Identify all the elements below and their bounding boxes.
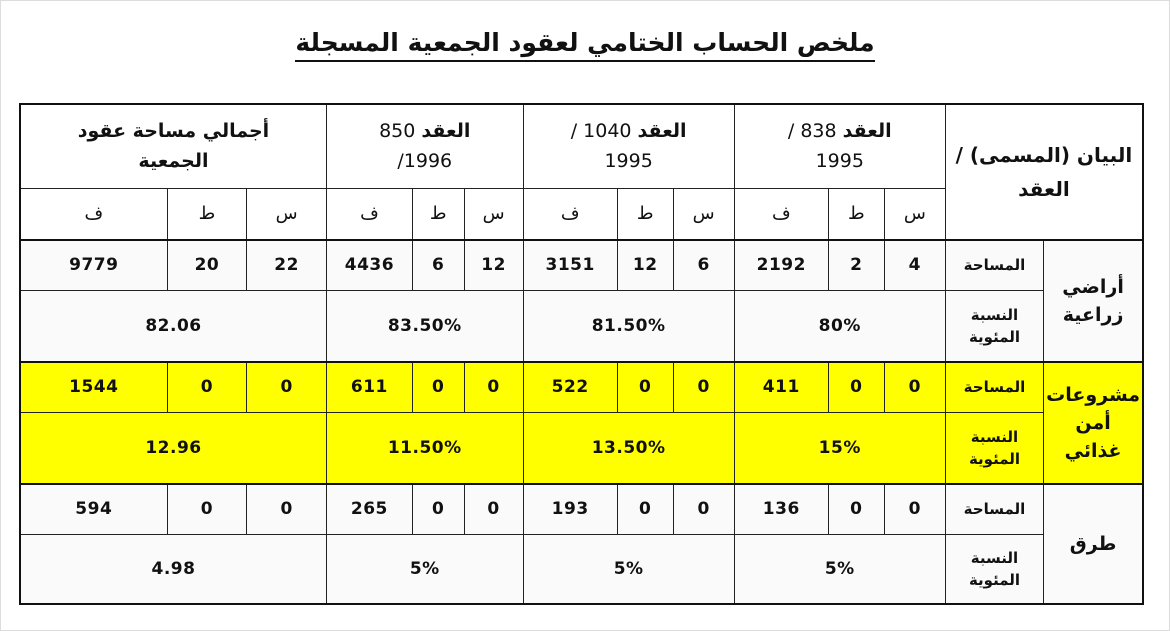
cell-value: 0	[884, 362, 945, 412]
cell-percent: 5%	[523, 534, 734, 604]
cell-percent: 5%	[326, 534, 523, 604]
row-label-percent: النسبة المئوية	[945, 290, 1043, 362]
unit-t: ط	[617, 188, 673, 240]
cell-value: 4	[884, 240, 945, 290]
cell-percent: 11.50%	[326, 412, 523, 484]
cell-value: 22	[247, 240, 327, 290]
header-contract-838: العقد 838 / 1995	[734, 104, 945, 188]
cell-value: 522	[523, 362, 617, 412]
cell-value: 0	[464, 362, 523, 412]
cell-value: 0	[617, 362, 673, 412]
table-row	[20, 240, 1143, 290]
cell-value: 136	[734, 484, 828, 534]
cell-value: 0	[617, 484, 673, 534]
summary-table	[19, 103, 1144, 605]
table-row	[20, 362, 1143, 412]
cell-percent: 15%	[734, 412, 945, 484]
cell-value: 0	[247, 484, 327, 534]
cell-percent: 80%	[734, 290, 945, 362]
cell-percent: 82.06	[20, 290, 326, 362]
cell-value: 411	[734, 362, 828, 412]
header-contract-850: العقد 850 1996/	[326, 104, 523, 188]
cell-value: 6	[673, 240, 734, 290]
category-food-security: مشروعات أمن غذائي	[1044, 362, 1143, 484]
cell-value: 0	[167, 484, 247, 534]
unit-t: ط	[412, 188, 464, 240]
row-label-area: المساحة	[945, 484, 1043, 534]
table-row	[20, 484, 1143, 534]
cell-value: 265	[326, 484, 412, 534]
unit-f: ف	[20, 188, 167, 240]
header-label-cell: البيان (المسمى) / العقد	[945, 104, 1143, 240]
cell-value: 12	[617, 240, 673, 290]
category-roads: طرق	[1044, 484, 1143, 604]
cell-value: 0	[464, 484, 523, 534]
cell-value: 12	[464, 240, 523, 290]
cell-value: 0	[412, 362, 464, 412]
category-agricultural: أراضي زراعية	[1044, 240, 1143, 362]
cell-percent: 83.50%	[326, 290, 523, 362]
table-row	[20, 290, 1143, 362]
unit-s: س	[673, 188, 734, 240]
cell-percent: 4.98	[20, 534, 326, 604]
cell-percent: 12.96	[20, 412, 326, 484]
unit-f: ف	[734, 188, 828, 240]
unit-s: س	[464, 188, 523, 240]
cell-value: 20	[167, 240, 247, 290]
cell-value: 2192	[734, 240, 828, 290]
cell-percent: 81.50%	[523, 290, 734, 362]
cell-value: 0	[828, 484, 884, 534]
cell-value: 6	[412, 240, 464, 290]
header-row-contracts	[20, 104, 1143, 188]
title-text: ملخص الحساب الختامي لعقود الجمعية المسجلة	[295, 28, 874, 62]
cell-value: 0	[828, 362, 884, 412]
table-row	[20, 412, 1143, 484]
row-label-area: المساحة	[945, 240, 1043, 290]
row-label-percent: النسبة المئوية	[945, 412, 1043, 484]
header-total-area: أجمالي مساحة عقود الجمعية	[20, 104, 326, 188]
header-contract-1040: العقد 1040 / 1995	[523, 104, 734, 188]
unit-t: ط	[167, 188, 247, 240]
row-label-area: المساحة	[945, 362, 1043, 412]
cell-value: 0	[247, 362, 327, 412]
cell-value: 594	[20, 484, 167, 534]
cell-value: 193	[523, 484, 617, 534]
cell-value: 0	[673, 484, 734, 534]
row-label-percent: النسبة المئوية	[945, 534, 1043, 604]
cell-value: 0	[412, 484, 464, 534]
unit-t: ط	[828, 188, 884, 240]
table-row	[20, 534, 1143, 604]
unit-f: ف	[326, 188, 412, 240]
cell-value: 4436	[326, 240, 412, 290]
cell-value: 611	[326, 362, 412, 412]
unit-f: ف	[523, 188, 617, 240]
cell-percent: 13.50%	[523, 412, 734, 484]
cell-value: 0	[673, 362, 734, 412]
cell-percent: 5%	[734, 534, 945, 604]
cell-value: 3151	[523, 240, 617, 290]
unit-s: س	[247, 188, 327, 240]
cell-value: 2	[828, 240, 884, 290]
unit-s: س	[884, 188, 945, 240]
cell-value: 9779	[20, 240, 167, 290]
cell-value: 1544	[20, 362, 167, 412]
cell-value: 0	[884, 484, 945, 534]
page-title	[0, 28, 1170, 57]
cell-value: 0	[167, 362, 247, 412]
